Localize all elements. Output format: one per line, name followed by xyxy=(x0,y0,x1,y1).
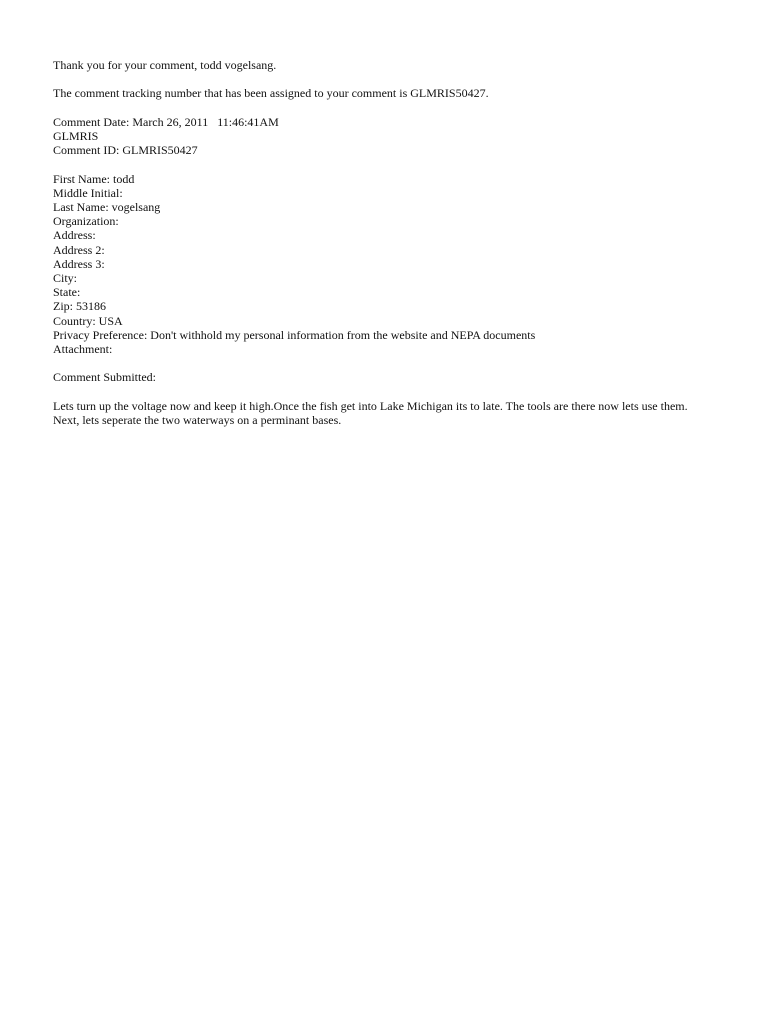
project-name: GLMRIS xyxy=(53,128,99,143)
comment-date: Comment Date: March 26, 2011 11:46:41AM xyxy=(53,114,279,129)
spacer xyxy=(53,385,703,399)
field-address: Address: xyxy=(53,228,96,243)
field-address-3: Address 3: xyxy=(53,256,105,271)
field-zip: Zip: 53186 xyxy=(53,299,106,314)
field-privacy-preference: Privacy Preference: Don't withhold my personal information from the website and NEPA documents xyxy=(53,327,536,342)
comment-submitted-heading: Comment Submitted: xyxy=(53,370,157,385)
comment-body: Lets turn up the voltage now and keep it high.Once the fish get into Lake Michigan its to late. The tools are there now lets use them. Next, lets seperate the two waterways on a perminant bases. xyxy=(53,398,688,427)
field-state: State: xyxy=(53,285,81,300)
spacer xyxy=(53,157,703,171)
field-first-name: First Name: todd xyxy=(53,171,135,186)
spacer xyxy=(53,72,703,86)
thank-you-message: Thank you for your comment, todd vogelsang. xyxy=(53,58,277,72)
field-address-2: Address 2: xyxy=(53,242,105,257)
comment-id: Comment ID: GLMRIS50427 xyxy=(53,143,198,158)
spacer xyxy=(53,101,703,115)
comment-confirmation-document xyxy=(53,58,703,427)
tracking-number-message: The comment tracking number that has been assigned to your comment is GLMRIS50427. xyxy=(53,86,489,101)
field-country: Country: USA xyxy=(53,313,123,328)
field-organization: Organization: xyxy=(53,214,119,229)
field-city: City: xyxy=(53,271,78,285)
spacer xyxy=(53,356,703,370)
field-last-name: Last Name: vogelsang xyxy=(53,199,161,214)
field-middle-initial: Middle Initial: xyxy=(53,185,123,200)
field-attachment: Attachment: xyxy=(53,342,113,357)
